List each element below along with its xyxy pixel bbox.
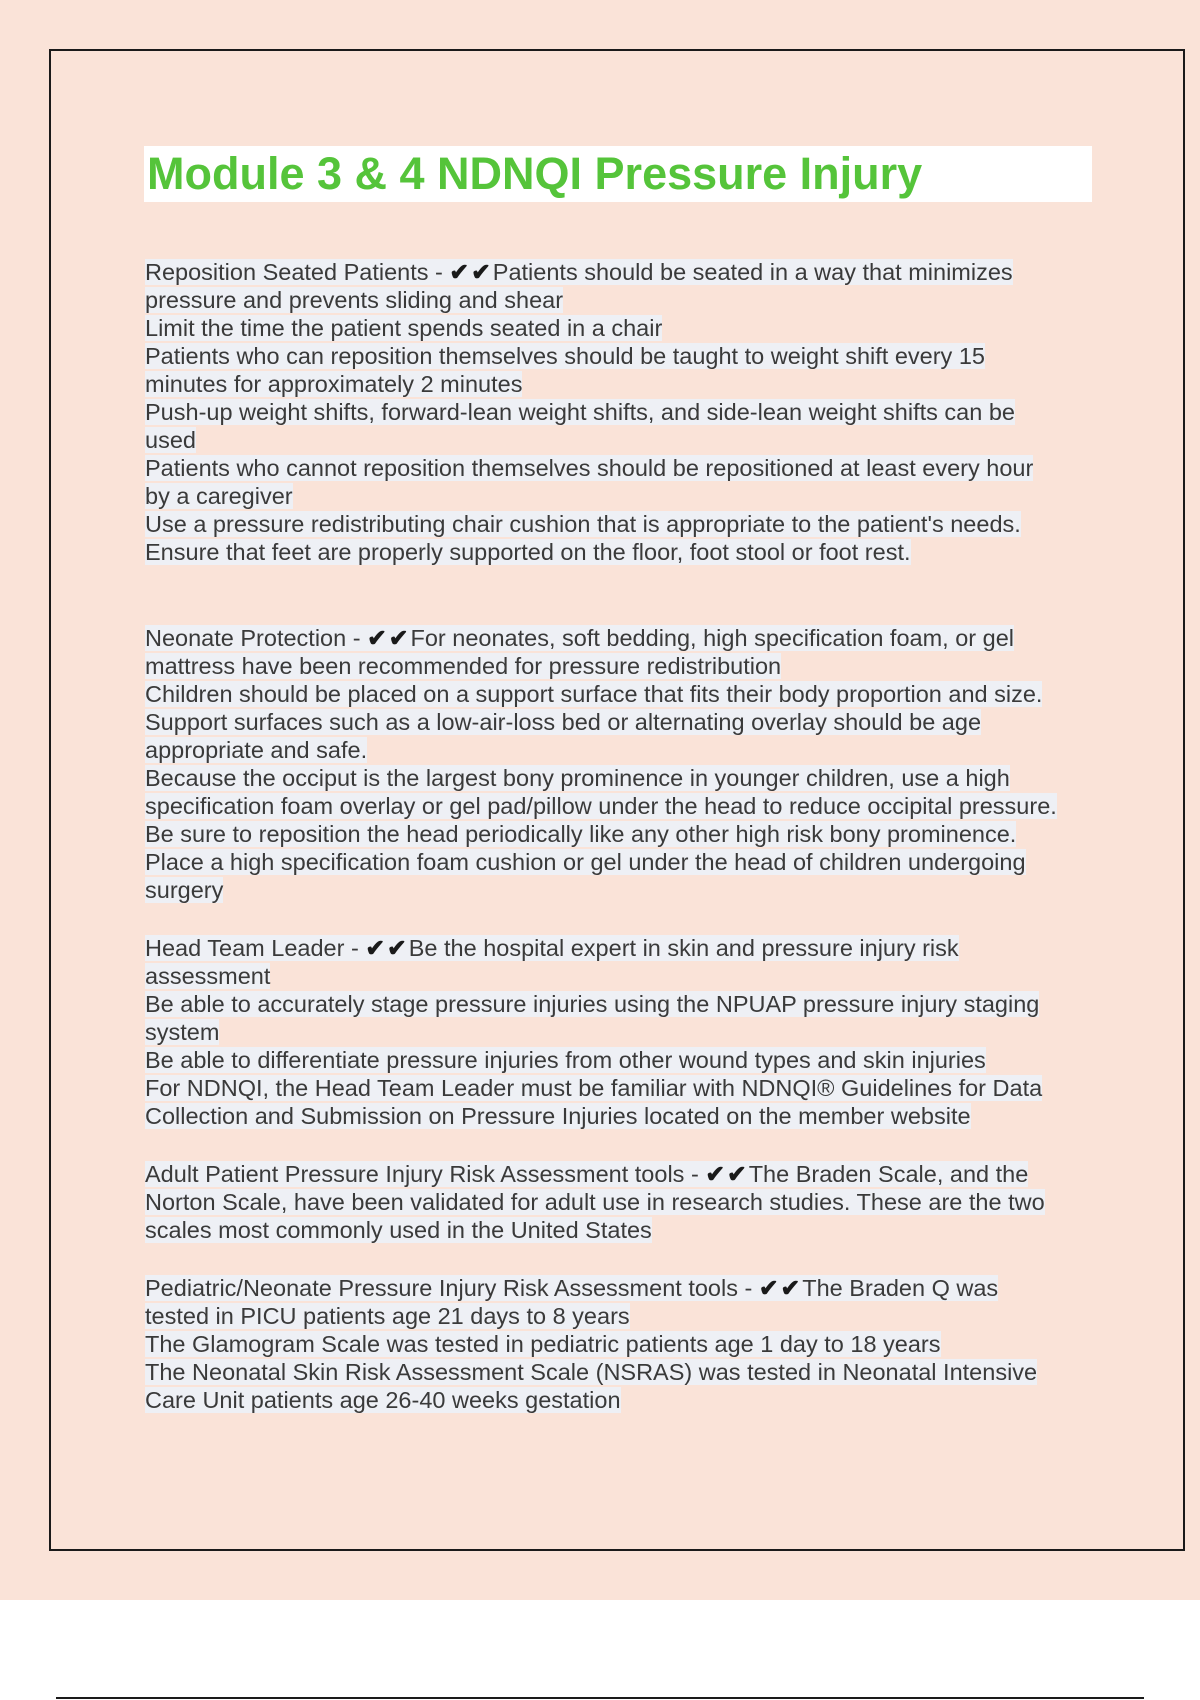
term-label: Pediatric/Neonate Pressure Injury Risk Assessment tools - — [145, 1275, 759, 1301]
check-icon: ✔✔ — [365, 935, 409, 961]
definition-line: scales most commonly used in the United States — [145, 1217, 652, 1243]
definition-start: Patients should be seated in a way that minimizes — [492, 259, 1013, 285]
definition-line: The Glamogram Scale was tested in pediatric patients age 1 day to 18 years — [145, 1331, 941, 1357]
section-first-line — [145, 624, 1095, 652]
definition-line: Be sure to reposition the head periodically like any other high risk bony prominence. — [145, 821, 1017, 847]
definition-line: Children should be placed on a support surface that fits their body proportion and size. — [145, 681, 1043, 707]
definition-line: Be able to differentiate pressure injuries from other wound types and skin injuries — [145, 1047, 986, 1073]
definition-line: Be able to accurately stage pressure injuries using the NPUAP pressure injury staging — [145, 991, 1040, 1017]
definition-line: For NDNQI, the Head Team Leader must be familiar with NDNQI® Guidelines for Data — [145, 1075, 1043, 1101]
definition-line: Because the occiput is the largest bony prominence in younger children, use a high — [145, 765, 1010, 791]
definition-line: mattress have been recommended for pressure redistribution — [145, 653, 782, 679]
definition-line: Push-up weight shifts, forward-lean weight shifts, and side-lean weight shifts can be — [145, 399, 1015, 425]
definition-line: system — [145, 1019, 220, 1045]
definition-line: appropriate and safe. — [145, 737, 368, 763]
flashcard-content — [145, 258, 1095, 1414]
check-icon: ✔✔ — [449, 259, 493, 285]
definition-line: by a caregiver — [145, 483, 293, 509]
definition-line: tested in PICU patients age 21 days to 8 years — [145, 1303, 630, 1329]
definition-start: For neonates, soft bedding, high specification foam, or gel — [410, 625, 1014, 651]
definition-line: Patients who can reposition themselves should be taught to weight shift every 15 — [145, 343, 985, 369]
definition-line: The Neonatal Skin Risk Assessment Scale (NSRAS) was tested in Neonatal Intensive — [145, 1359, 1038, 1385]
definition-line: specification foam overlay or gel pad/pillow under the head to reduce occipital pressure. — [145, 793, 1057, 819]
term-label: Reposition Seated Patients - — [145, 259, 450, 285]
definition-start: The Braden Scale, and the — [748, 1161, 1029, 1187]
term-label: Neonate Protection - — [145, 625, 368, 651]
section-first-line — [145, 258, 1095, 286]
flashcard-section — [145, 934, 1095, 1130]
definition-line: Ensure that feet are properly supported on the floor, foot stool or foot rest. — [145, 539, 911, 565]
section-first-line — [145, 1274, 1095, 1302]
definition-line: Limit the time the patient spends seated in a chair — [145, 315, 663, 341]
definition-line: minutes for approximately 2 minutes — [145, 371, 523, 397]
check-icon: ✔✔ — [705, 1161, 749, 1187]
definition-line: Support surfaces such as a low-air-loss bed or alternating overlay should be age — [145, 709, 982, 735]
section-first-line — [145, 1160, 1095, 1188]
definition-line: Care Unit patients age 26-40 weeks gestation — [145, 1387, 621, 1413]
flashcard-section — [145, 1160, 1095, 1244]
definition-line: surgery — [145, 877, 224, 903]
definition-start: The Braden Q was — [802, 1275, 999, 1301]
definition-line: Patients who cannot reposition themselves should be repositioned at least every hour — [145, 455, 1034, 481]
definition-line: Use a pressure redistributing chair cushion that is appropriate to the patient's needs. — [145, 511, 1021, 537]
term-label: Adult Patient Pressure Injury Risk Assessment tools - — [145, 1161, 706, 1187]
check-icon: ✔✔ — [758, 1275, 803, 1301]
definition-line: Collection and Submission on Pressure Injuries located on the member website — [145, 1103, 971, 1129]
definition-line: pressure and prevents sliding and shear — [145, 287, 564, 313]
definition-line: assessment — [145, 963, 271, 989]
check-icon: ✔✔ — [367, 625, 411, 651]
page-title: Module 3 & 4 NDNQI Pressure Injury — [144, 146, 1092, 202]
flashcard-section — [145, 258, 1095, 566]
flashcard-section — [145, 1274, 1095, 1414]
flashcard-section — [145, 624, 1095, 904]
term-label: Head Team Leader - — [145, 935, 366, 961]
definition-line: Place a high specification foam cushion or gel under the head of children undergoing — [145, 849, 1026, 875]
definition-start: Be the hospital expert in skin and pressure injury risk — [408, 935, 959, 961]
footer-divider — [56, 1697, 1144, 1699]
section-first-line — [145, 934, 1095, 962]
definition-line: used — [145, 427, 196, 453]
definition-line: Norton Scale, have been validated for adult use in research studies. These are the two — [145, 1189, 1045, 1215]
